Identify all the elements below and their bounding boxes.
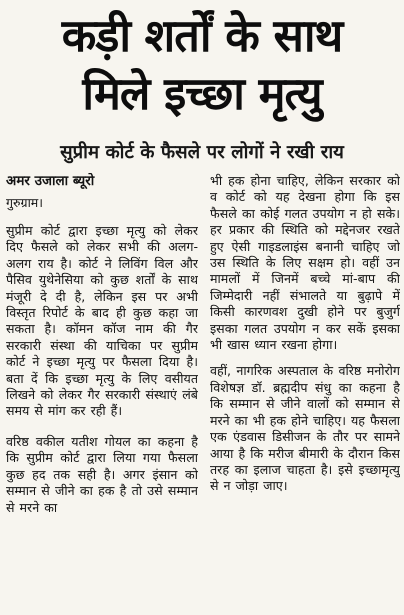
headline-line-2: मिले इच्छा मृत्यु xyxy=(82,67,322,120)
byline: अमर उजाला ब्यूरो xyxy=(6,173,95,189)
article-body xyxy=(6,173,400,615)
subheadline: सुप्रीम कोर्ट के फैसले पर लोगों ने रखी राय xyxy=(60,142,344,163)
right-column xyxy=(210,173,400,615)
dateline: गुरुग्राम। xyxy=(6,195,44,210)
paragraph: वहीं, नागरिक अस्पताल के वरिष्ठ मनोरोग विशेषज्ञ डॉ. ब्रह्मदीप संधु का कहना है कि सम्मान से जीने वालों को सम्मान से मरने का भी हक होने चाहिए। यह फैसला एक एंडवास डिसीजन के तौर पर सामने आया है कि मरीज बीमारी के दौरान किस तरह का इलाज चाहता है। इसे इच्छामृत्यु से न जोड़ा जाए। xyxy=(210,363,400,494)
paragraph: सुप्रीम कोर्ट द्वारा इच्छा मृत्यु को लेकर दिए फैसले को लेकर सभी की अलग-अलग राय है। कोर्ट ने लिविंग विल और पैसिव युथेनेसिया को कुछ शर्तों के साथ मंजूरी दे दी है, लेकिन इस पर अभी विस्तृत रिपोर्ट के बाद ही कुछ कहा जा सकता है। कॉमन कॉज नाम की गैर सरकारी संस्था की याचिका पर सुप्रीम कोर्ट ने इच्छा मृत्यु पर फैसला दिया है। बता दें कि इच्छा मृत्यु के लिए वसीयत लिखने को लेकर गैर सरकारी संस्थाएं लंबे समय से मांग कर रही हैं। xyxy=(6,223,198,419)
paragraph: भी हक होना चाहिए, लेकिन सरकार को व कोर्ट को यह देखना होगा कि इस फैसले का कोई गलत उपयोग न हो सके। हर प्रकार की स्थिति को मद्देनजर रखते हुए ऐसी गाइडलाइंस बनानी चाहिए जो उस स्थिति के लिए सक्षम हो। वहीं उन मामलों में जिनमें बच्चे मां-बाप की जिम्मेदारी नहीं संभालते या बुढ़ापे में किसी कारणवश दुखी होने पर बुजुर्ग इसका गलत उपयोग न कर सकें इसका भी खास ध्यान रखना होगा। xyxy=(210,173,400,353)
left-column xyxy=(6,173,198,615)
headline-line-1: कड़ी शर्तों के साथ xyxy=(61,9,343,62)
paragraph: वरिष्ठ वकील यतीश गोयल का कहना है कि सुप्रीम कोर्ट द्वारा लिया गया फैसला कुछ हद तक सही है। अगर इंसान को सम्मान से जीने का हक है तो उसे सम्मान से मरने का xyxy=(6,433,198,515)
